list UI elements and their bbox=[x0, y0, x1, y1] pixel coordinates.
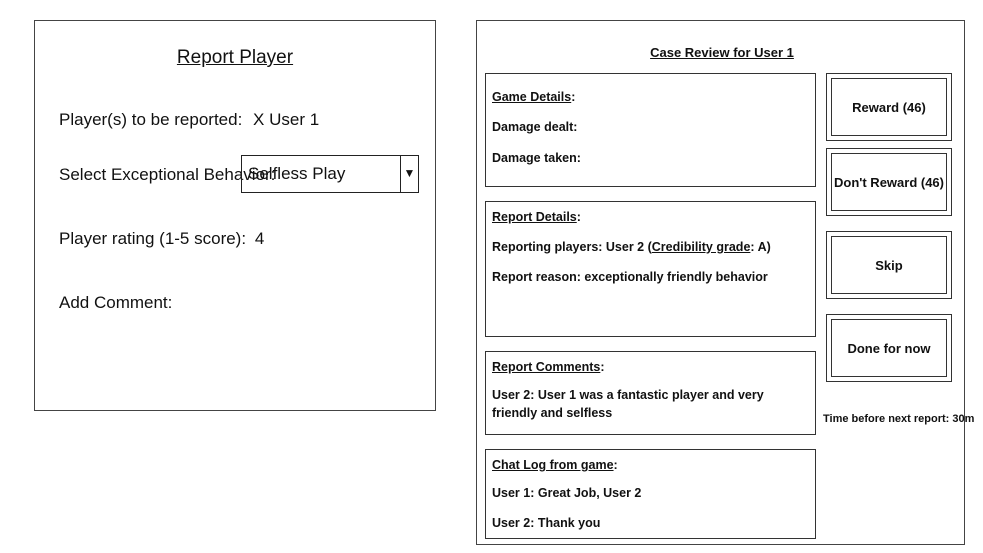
credibility-grade-link[interactable]: Credibility grade bbox=[651, 240, 751, 254]
reported-player-chip[interactable]: X User 1 bbox=[253, 110, 320, 129]
dont-reward-button[interactable]: Don't Reward (46) bbox=[826, 148, 952, 216]
report-comments-heading-row bbox=[492, 360, 809, 374]
case-review-window bbox=[476, 20, 975, 545]
player-rating-label: Player rating (1-5 score): bbox=[59, 229, 247, 248]
players-to-report-row bbox=[59, 110, 319, 130]
reporting-players-row bbox=[492, 240, 809, 254]
report-comments-heading: Report Comments bbox=[492, 360, 601, 374]
report-details-colon: : bbox=[576, 210, 581, 224]
chat-log-heading: Chat Log from game bbox=[492, 458, 614, 472]
players-to-report-label: Player(s) to be reported: bbox=[59, 110, 243, 129]
chat-log-box bbox=[485, 449, 816, 539]
reward-button[interactable]: Reward (46) bbox=[826, 73, 952, 141]
chat-log-colon: : bbox=[613, 458, 618, 472]
player-rating-value[interactable]: 4 bbox=[254, 229, 265, 248]
game-details-heading: Game Details bbox=[492, 90, 572, 104]
add-comment-label: Add Comment: bbox=[59, 293, 173, 312]
report-player-title: Report Player bbox=[176, 47, 294, 68]
behavior-select-value: Selfless Play bbox=[248, 164, 346, 183]
comment-input[interactable] bbox=[59, 321, 409, 391]
report-player-dialog bbox=[34, 20, 436, 411]
report-comments-box bbox=[485, 351, 816, 435]
game-details-colon: : bbox=[571, 90, 576, 104]
report-details-heading-row bbox=[492, 210, 809, 224]
done-for-now-button[interactable]: Done for now bbox=[826, 314, 952, 382]
report-comments-colon: : bbox=[600, 360, 605, 374]
damage-taken-label: Damage taken: bbox=[492, 151, 581, 165]
chevron-down-icon[interactable]: ▼ bbox=[400, 156, 418, 192]
behavior-label: Select Exceptional Behavior: bbox=[59, 165, 276, 184]
behavior-select[interactable] bbox=[241, 155, 419, 193]
reporting-players-prefix: Reporting players: User 2 ( bbox=[492, 240, 652, 254]
chat-log-heading-row bbox=[492, 458, 809, 472]
report-details-heading: Report Details bbox=[492, 210, 577, 224]
skip-button[interactable]: Skip bbox=[826, 231, 952, 299]
chat-log-line: User 1: Great Job, User 2 bbox=[492, 486, 642, 500]
time-before-next-report: Time before next report: 30m bbox=[823, 413, 975, 425]
game-details-heading-row bbox=[492, 90, 809, 104]
credibility-grade-value: : A) bbox=[750, 240, 771, 254]
case-review-title: Case Review for User 1 bbox=[650, 45, 794, 60]
game-details-box bbox=[485, 73, 816, 187]
damage-dealt-label: Damage dealt: bbox=[492, 120, 578, 134]
chat-log-line: User 2: Thank you bbox=[492, 516, 601, 530]
report-reason: Report reason: exceptionally friendly behavior bbox=[492, 270, 768, 284]
player-rating-row bbox=[59, 229, 264, 249]
report-details-box bbox=[485, 201, 816, 337]
report-comment-text: User 2: User 1 was a fantastic player and very friendly and selfless bbox=[492, 388, 764, 420]
